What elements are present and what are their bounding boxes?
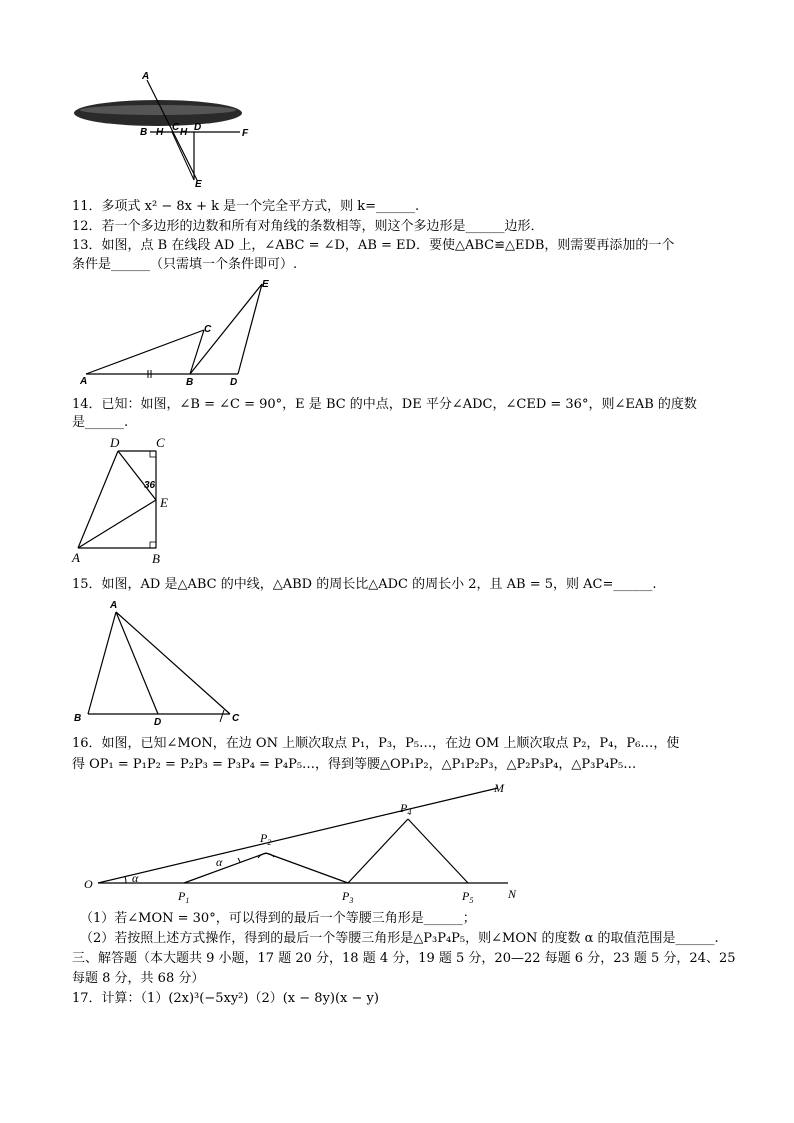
question-16-part-2: （2）若按照上述方式操作，得到的最后一个等腰三角形是△P₃P₄P₅，则∠MON 的度数 α 的取值范围是______. xyxy=(80,931,719,946)
label-o: O xyxy=(84,877,93,891)
question-14-line-2: 是______. xyxy=(72,415,129,430)
label-alpha-p2: α xyxy=(216,855,223,869)
label-n: N xyxy=(508,887,517,901)
question-13-line-1: 13．如图，点 B 在线段 AD 上，∠ABC = ∠D，AB = ED．要使△ABC≌△EDB，则需要再添加的一个 xyxy=(72,238,675,253)
segment-bc xyxy=(190,330,204,374)
line-cd xyxy=(172,132,194,180)
label-a: A xyxy=(142,71,150,82)
label-b: B xyxy=(140,127,148,138)
label-p5: $P_5$ xyxy=(462,889,474,905)
ray-om xyxy=(98,788,498,883)
label-a: A xyxy=(72,550,80,565)
label-e: E xyxy=(160,495,168,510)
label-d: D xyxy=(230,377,238,388)
question-12: 12．若一个多边形的边数和所有对角线的条数相等，则这个多边形是______边形． xyxy=(72,219,544,234)
figure-14 xyxy=(70,432,190,567)
angle-arc-o xyxy=(125,876,126,883)
segment-p1p2 xyxy=(184,853,266,883)
tick-cut xyxy=(220,710,224,722)
section-3-header-line-1: 三、解答题（本大题共 9 小题，17 题 20 分，18 题 4 分，19 题 5 分，20—22 每题 6 分，23 题 5 分，24、25 xyxy=(72,951,736,966)
segment-ab xyxy=(88,612,116,714)
figure-16 xyxy=(80,778,530,908)
question-17: 17．计算：（1）(2x)³(−5xy²)（2）(x − 8y)(x − y) xyxy=(72,991,379,1006)
label-c: C xyxy=(204,324,212,335)
segment-ad xyxy=(78,451,118,548)
segment-ac xyxy=(116,612,230,714)
label-alpha-o: α xyxy=(132,871,139,885)
figure-13 xyxy=(78,278,288,388)
figure-top-geometry xyxy=(72,70,282,195)
label-d: D xyxy=(154,717,162,728)
question-14-line-1: 14．已知：如图，∠B = ∠C = 90°，E 是 BC 的中点，DE 平分∠ADC，∠CED = 36°，则∠EAB 的度数 xyxy=(72,397,697,412)
label-b: B xyxy=(186,377,194,388)
label-a: A xyxy=(80,376,88,387)
label-c: C xyxy=(232,713,240,724)
label-p1: $P_1$ xyxy=(178,889,190,905)
label-b: B xyxy=(74,713,82,724)
question-16-line-1: 16．如图，已知∠MON，在边 ON 上顺次取点 P₁，P₃，P₅…，在边 OM 上顺次取点 P₂，P₄，P₆…，使 xyxy=(72,736,680,751)
ink-smudge-highlight xyxy=(80,105,236,115)
angle-36-label: 36 xyxy=(144,480,156,491)
tick-mark-h1: H xyxy=(156,127,164,138)
question-11: 11．多项式 x² − 8x + k 是一个完全平方式，则 k=______. xyxy=(72,199,420,214)
label-a: A xyxy=(110,600,118,611)
label-e: E xyxy=(195,179,202,190)
segment-p2p3 xyxy=(266,853,348,883)
tick-mark-h2: H xyxy=(180,127,188,138)
angle-arc-p2-b xyxy=(258,853,274,858)
label-c: C xyxy=(156,435,165,450)
segment-p3p4 xyxy=(348,819,408,883)
right-angle-c xyxy=(150,451,156,457)
label-e: E xyxy=(262,279,269,290)
question-16-part-1: （1）若∠MON = 30°，可以得到的最后一个等腰三角形是______； xyxy=(80,911,476,926)
label-d: D xyxy=(194,122,202,133)
label-p2: $P_2$ xyxy=(260,831,272,847)
label-p4: $P_4$ xyxy=(400,801,412,817)
segment-ac xyxy=(86,330,204,374)
question-15: 15．如图，AD 是△ABC 的中线，△ABD 的周长比△ADC 的周长小 2，且 AB = 5，则 AC=______. xyxy=(72,577,657,592)
label-b: B xyxy=(152,551,160,566)
label-m: M xyxy=(494,781,504,795)
label-d: D xyxy=(110,435,120,450)
segment-ae xyxy=(78,500,156,548)
angle-arc-p2 xyxy=(238,858,240,862)
label-f: F xyxy=(242,128,249,139)
label-c: C xyxy=(172,122,180,133)
label-p3: $P_3$ xyxy=(342,889,354,905)
segment-ad xyxy=(116,612,158,714)
segment-be xyxy=(190,284,262,374)
question-16-line-2: 得 OP₁ = P₁P₂ = P₂P₃ = P₃P₄ = P₄P₅…，得到等腰△OP₁P₂，△P₁P₂P₃，△P₂P₃P₄，△P₃P₄P₅… xyxy=(72,757,637,772)
segment-de xyxy=(118,451,156,500)
segment-de xyxy=(238,284,262,374)
section-3-header-line-2: 每题 8 分，共 68 分） xyxy=(72,971,205,986)
segment-p4p5 xyxy=(408,819,468,883)
figure-15 xyxy=(72,598,252,728)
question-13-line-2: 条件是______（只需填一个条件即可）. xyxy=(72,257,298,272)
right-angle-b xyxy=(150,542,156,548)
